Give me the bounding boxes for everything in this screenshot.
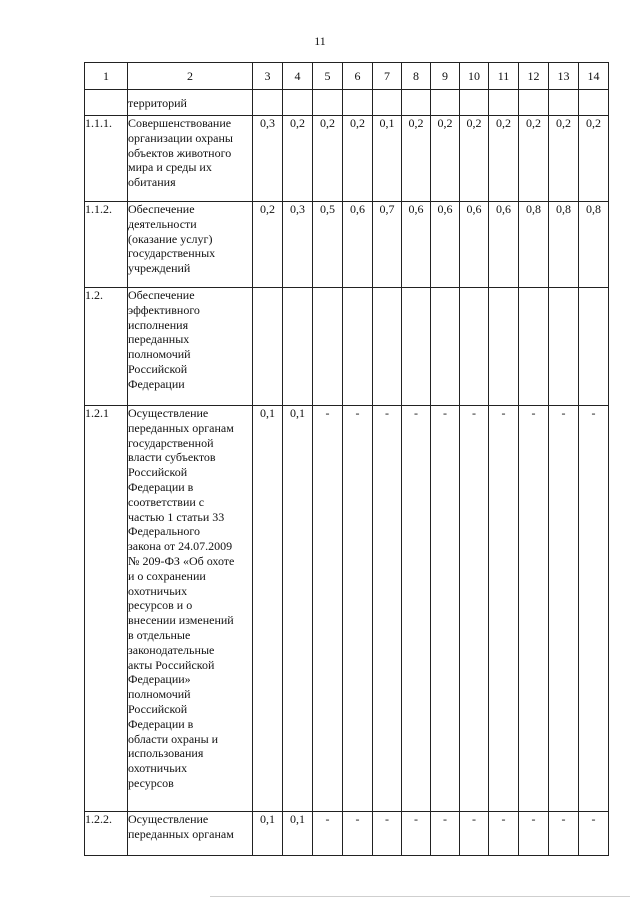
- row-name-line: в отдельные: [128, 627, 191, 642]
- cell-value-col-13: 0,2: [549, 116, 579, 202]
- cell-value-col-5: [313, 90, 343, 116]
- row-name-line: законодательные: [128, 642, 215, 657]
- row-name: [128, 288, 253, 406]
- row-code: [85, 90, 128, 116]
- row-name-line: (оказание услуг): [128, 231, 213, 246]
- cell-value-col-13: -: [549, 406, 579, 812]
- cell-value-col-7: [373, 288, 402, 406]
- cell-value-col-5: [313, 288, 343, 406]
- cell-value-col-5: 0,2: [313, 116, 343, 202]
- cell-value-col-3: 0,1: [253, 812, 283, 856]
- cell-value-col-11: 0,2: [489, 116, 519, 202]
- row-name-line: территорий: [128, 96, 187, 110]
- cell-value-col-6: 0,2: [343, 116, 373, 202]
- column-header-1: 1: [85, 63, 128, 90]
- cell-value-col-7: 0,7: [373, 202, 402, 288]
- row-name-line: охотничьих: [128, 583, 188, 598]
- cell-value-col-12: -: [519, 406, 549, 812]
- page-number: 11: [314, 34, 326, 48]
- row-name-line: переданных органам: [128, 420, 234, 435]
- row-name-line: переданных: [128, 332, 190, 347]
- row-name-line: Федерального: [128, 524, 201, 539]
- cell-value-col-4: 0,1: [283, 406, 313, 812]
- column-header-4: 4: [283, 63, 313, 90]
- row-name-line: использования: [128, 746, 204, 761]
- column-header-3: 3: [253, 63, 283, 90]
- column-header-13: 13: [549, 63, 579, 90]
- row-name-line: мира и среды их: [128, 160, 212, 175]
- row-name: [128, 202, 253, 288]
- column-header-9: 9: [431, 63, 460, 90]
- column-header-2: 2: [128, 63, 253, 90]
- row-name-line: Российской: [128, 361, 188, 376]
- cell-value-col-10: [460, 288, 489, 406]
- cell-value-col-4: [283, 288, 313, 406]
- row-name-line: охотничьих: [128, 761, 188, 776]
- row-name-line: Российской: [128, 465, 188, 480]
- cell-value-col-7: -: [373, 406, 402, 812]
- cell-value-col-3: [253, 90, 283, 116]
- cell-value-col-3: 0,2: [253, 202, 283, 288]
- row-name: [128, 116, 253, 202]
- cell-value-col-4: 0,2: [283, 116, 313, 202]
- row-name-line: Осуществление: [128, 812, 209, 826]
- cell-value-col-6: 0,6: [343, 202, 373, 288]
- row-name-line: Федерации в: [128, 716, 194, 731]
- row-name-line: обитания: [128, 175, 176, 190]
- cell-value-col-9: [431, 90, 460, 116]
- row-code: 1.1.1.: [85, 116, 128, 202]
- cell-value-col-12: -: [519, 812, 549, 856]
- row-name-line: акты Российской: [128, 657, 215, 672]
- row-name-line: закона от 24.07.2009: [128, 539, 233, 554]
- row-name-line: ресурсов и о: [128, 598, 193, 613]
- row-name-line: организации охраны: [128, 130, 233, 145]
- row-name-line: деятельности: [128, 216, 197, 231]
- row-name-line: переданных органам: [128, 826, 234, 841]
- table-row: [85, 406, 609, 812]
- cell-value-col-12: [519, 288, 549, 406]
- cell-value-col-12: 0,8: [519, 202, 549, 288]
- cell-value-col-8: 0,6: [402, 202, 431, 288]
- cell-value-col-3: [253, 288, 283, 406]
- cell-value-col-4: 0,1: [283, 812, 313, 856]
- row-code: 1.2.1: [85, 406, 128, 812]
- indicators-table: [84, 62, 609, 856]
- row-name-line: Совершенствование: [128, 116, 232, 130]
- row-name: [128, 812, 253, 856]
- row-name-line: ресурсов: [128, 775, 174, 790]
- header-row: [85, 63, 609, 90]
- row-name-line: эффективного: [128, 302, 200, 317]
- row-name-line: Российской: [128, 701, 188, 716]
- table-row: [85, 90, 609, 116]
- cell-value-col-3: 0,1: [253, 406, 283, 812]
- row-name-line: Обеспечение: [128, 202, 195, 216]
- table-row: [85, 202, 609, 288]
- row-name-line: государственных: [128, 246, 216, 261]
- column-header-7: 7: [373, 63, 402, 90]
- cell-value-col-10: [460, 90, 489, 116]
- row-name-line: Осуществление: [128, 406, 209, 420]
- cell-value-col-3: 0,3: [253, 116, 283, 202]
- cell-value-col-8: -: [402, 406, 431, 812]
- cell-value-col-4: [283, 90, 313, 116]
- cell-value-col-12: 0,2: [519, 116, 549, 202]
- cell-value-col-7: [373, 90, 402, 116]
- column-header-8: 8: [402, 63, 431, 90]
- row-code: 1.1.2.: [85, 202, 128, 288]
- cell-value-col-9: -: [431, 812, 460, 856]
- cell-value-col-4: 0,3: [283, 202, 313, 288]
- row-name-line: Федерации»: [128, 672, 191, 687]
- cell-value-col-7: -: [373, 812, 402, 856]
- cell-value-col-6: [343, 288, 373, 406]
- row-name-line: Федерации в: [128, 479, 194, 494]
- cell-value-col-9: 0,6: [431, 202, 460, 288]
- row-name-line: объектов животного: [128, 145, 232, 160]
- cell-value-col-13: [549, 288, 579, 406]
- row-name: [128, 406, 253, 812]
- cell-value-col-8: [402, 90, 431, 116]
- cell-value-col-14: 0,2: [579, 116, 609, 202]
- table-row: [85, 288, 609, 406]
- cell-value-col-9: -: [431, 406, 460, 812]
- row-name-line: учреждений: [128, 261, 191, 276]
- row-name-line: власти субъектов: [128, 450, 216, 465]
- cell-value-col-14: [579, 288, 609, 406]
- table-row: [85, 116, 609, 202]
- cell-value-col-8: 0,2: [402, 116, 431, 202]
- cell-value-col-14: 0,8: [579, 202, 609, 288]
- row-name-line: государственной: [128, 435, 214, 450]
- row-name-line: частью 1 статьи 33: [128, 509, 225, 524]
- row-name-line: области охраны и: [128, 731, 219, 746]
- scan-edge-line: [210, 896, 630, 897]
- cell-value-col-6: -: [343, 812, 373, 856]
- cell-value-col-11: 0,6: [489, 202, 519, 288]
- cell-value-col-6: [343, 90, 373, 116]
- column-header-11: 11: [489, 63, 519, 90]
- column-header-6: 6: [343, 63, 373, 90]
- cell-value-col-13: [549, 90, 579, 116]
- row-name-line: внесении изменений: [128, 613, 234, 628]
- row-name-line: соответствии с: [128, 494, 205, 509]
- cell-value-col-10: 0,2: [460, 116, 489, 202]
- cell-value-col-10: -: [460, 406, 489, 812]
- row-name-line: № 209-ФЗ «Об охоте: [128, 553, 235, 568]
- cell-value-col-14: -: [579, 406, 609, 812]
- cell-value-col-6: -: [343, 406, 373, 812]
- column-header-12: 12: [519, 63, 549, 90]
- cell-value-col-5: 0,5: [313, 202, 343, 288]
- column-header-5: 5: [313, 63, 343, 90]
- row-name-line: полномочий: [128, 687, 191, 702]
- table-row: [85, 812, 609, 856]
- cell-value-col-13: 0,8: [549, 202, 579, 288]
- cell-value-col-9: 0,2: [431, 116, 460, 202]
- cell-value-col-13: -: [549, 812, 579, 856]
- cell-value-col-9: [431, 288, 460, 406]
- cell-value-col-5: -: [313, 812, 343, 856]
- row-name-line: и о сохранении: [128, 568, 206, 583]
- cell-value-col-10: 0,6: [460, 202, 489, 288]
- cell-value-col-8: [402, 288, 431, 406]
- column-header-14: 14: [579, 63, 609, 90]
- cell-value-col-8: -: [402, 812, 431, 856]
- row-code: 1.2.2.: [85, 812, 128, 856]
- cell-value-col-14: [579, 90, 609, 116]
- row-name: [128, 90, 253, 116]
- row-name-line: полномочий: [128, 347, 191, 362]
- row-name-line: исполнения: [128, 317, 189, 332]
- cell-value-col-12: [519, 90, 549, 116]
- cell-value-col-11: [489, 288, 519, 406]
- column-header-10: 10: [460, 63, 489, 90]
- cell-value-col-7: 0,1: [373, 116, 402, 202]
- row-name-line: Обеспечение: [128, 288, 195, 302]
- cell-value-col-11: -: [489, 406, 519, 812]
- cell-value-col-10: -: [460, 812, 489, 856]
- cell-value-col-11: -: [489, 812, 519, 856]
- cell-value-col-14: -: [579, 812, 609, 856]
- row-code: 1.2.: [85, 288, 128, 406]
- row-name-line: Федерации: [128, 376, 185, 391]
- cell-value-col-11: [489, 90, 519, 116]
- cell-value-col-5: -: [313, 406, 343, 812]
